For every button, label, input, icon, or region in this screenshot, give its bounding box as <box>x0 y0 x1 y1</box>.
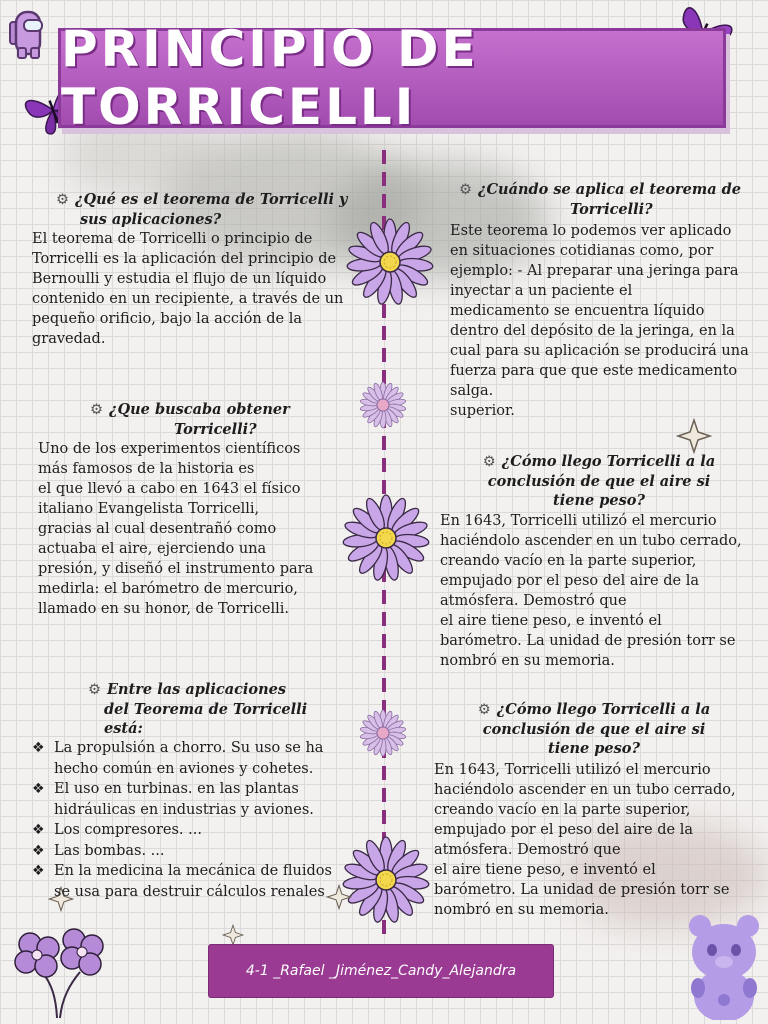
section-heading: ⚙ ¿Cuándo se aplica el teorema de Torricelli? <box>458 181 742 218</box>
section-heading: ⚙ ¿Cómo llego Torricelli a la conclusión de que el aire si tiene peso? <box>482 453 716 509</box>
applications-list <box>32 738 350 902</box>
among-us-icon <box>6 8 46 60</box>
section-body: Este teorema lo podemos ver aplicado en situaciones cotidianas como, por ejemplo: - Al preparar una jeringa para inyectar a un paciente el medicamento se encuentra líquido dentro del depósito de la jeringa, en la cual para su aplicación se producirá una fuerza para que que este medicamento salga. superior. <box>450 223 749 419</box>
list-item: ❖ Los compresores. ... <box>32 820 350 841</box>
diamond-bullet-icon: ❖ <box>32 740 45 756</box>
section-como-llego-1 <box>440 452 758 671</box>
section-body: En 1643, Torricelli utilizó el mercurio haciéndolo ascender en un tubo cerrado, creando vacío en la parte superior, empujado por el peso del aire de la atmósfera. Demostró que el aire tiene peso, e inventó el barómetro. La unidad de presión torr se nombró en su memoria. <box>440 513 742 669</box>
diamond-bullet-icon: ❖ <box>32 822 45 838</box>
sparkle-icon <box>676 418 712 454</box>
diamond-bullet-icon: ❖ <box>32 781 45 797</box>
bullet-icon: ⚙ <box>88 682 101 698</box>
daisy-flower-icon <box>342 836 430 924</box>
sparkle-icon <box>222 924 244 946</box>
section-heading: ⚙ Entre las aplicaciones del Teorema de Torricelli está: <box>88 681 308 737</box>
section-que-buscaba <box>38 400 348 619</box>
title-banner <box>58 20 726 136</box>
violet-flowers-icon <box>2 918 112 1022</box>
bullet-icon: ⚙ <box>482 454 496 470</box>
list-item: ❖ Las bombas. ... <box>32 841 350 862</box>
list-item: ❖ En la medicina la mecánica de fluidos se usa para destruir cálculos renales <box>32 863 332 900</box>
page-title: PRINCIPIO DE TORRICELLI <box>61 20 479 136</box>
section-como-llego-2 <box>434 700 754 920</box>
bullet-icon: ⚙ <box>477 702 491 718</box>
author-footer <box>208 944 554 998</box>
bullet-icon: ⚙ <box>458 182 472 198</box>
section-cuando <box>450 180 750 421</box>
daisy-flower-icon <box>346 218 434 306</box>
aster-flower-icon <box>358 380 408 430</box>
section-body: El teorema de Torricelli o principio de Torricelli es la aplicación del principio de Bernoulli y estudia el flujo de un líquido contenido en un recipiente, a través de un pequeño orificio, bajo la acción de la gravedad. <box>32 231 344 347</box>
author-name: 4-1 _Rafael _Jiménez_Candy_Alejandra <box>245 963 517 979</box>
aster-flower-icon <box>358 708 408 758</box>
bullet-icon: ⚙ <box>56 192 69 208</box>
list-item: ❖ La propulsión a chorro. Su uso se ha hecho común en aviones y cohetes. <box>32 740 324 777</box>
section-que-es <box>32 190 350 349</box>
section-heading: ⚙ ¿Cómo llego Torricelli a la conclusión de que el aire si tiene peso? <box>477 701 711 757</box>
daisy-flower-icon <box>342 494 430 582</box>
diamond-bullet-icon: ❖ <box>32 842 45 859</box>
section-aplicaciones <box>32 680 350 902</box>
section-heading: ⚙ ¿Que buscaba obtener Torricelli? <box>90 401 290 438</box>
section-body: Uno de los experimentos científicos más famosos de la historia es el que llevó a cabo en 1643 el físico italiano Evangelista Torricelli, gracias al cual desentrañó como actuaba el aire, ejerciendo una presión, y diseñó el instrumento para medirla: el barómetro de mercurio, llamado en su honor, de Torricelli. <box>38 441 314 617</box>
bear-icon <box>684 912 764 1020</box>
list-item: ❖ El uso en turbinas. en las plantas hidráulicas en industrias y aviones. <box>32 781 314 818</box>
section-heading: ⚙ ¿Qué es el teorema de Torricelli y sus aplicaciones? <box>56 191 348 228</box>
section-body: En 1643, Torricelli utilizó el mercurio haciéndolo ascender en un tubo cerrado, creando vacío en la parte superior, empujado por el peso del aire de la atmósfera. Demostró que el aire tiene peso, e inventó el barómetro. La unidad de presión torr se nombró en su memoria. <box>434 762 736 918</box>
bullet-icon: ⚙ <box>90 402 103 418</box>
diamond-bullet-icon: ❖ <box>32 863 45 879</box>
